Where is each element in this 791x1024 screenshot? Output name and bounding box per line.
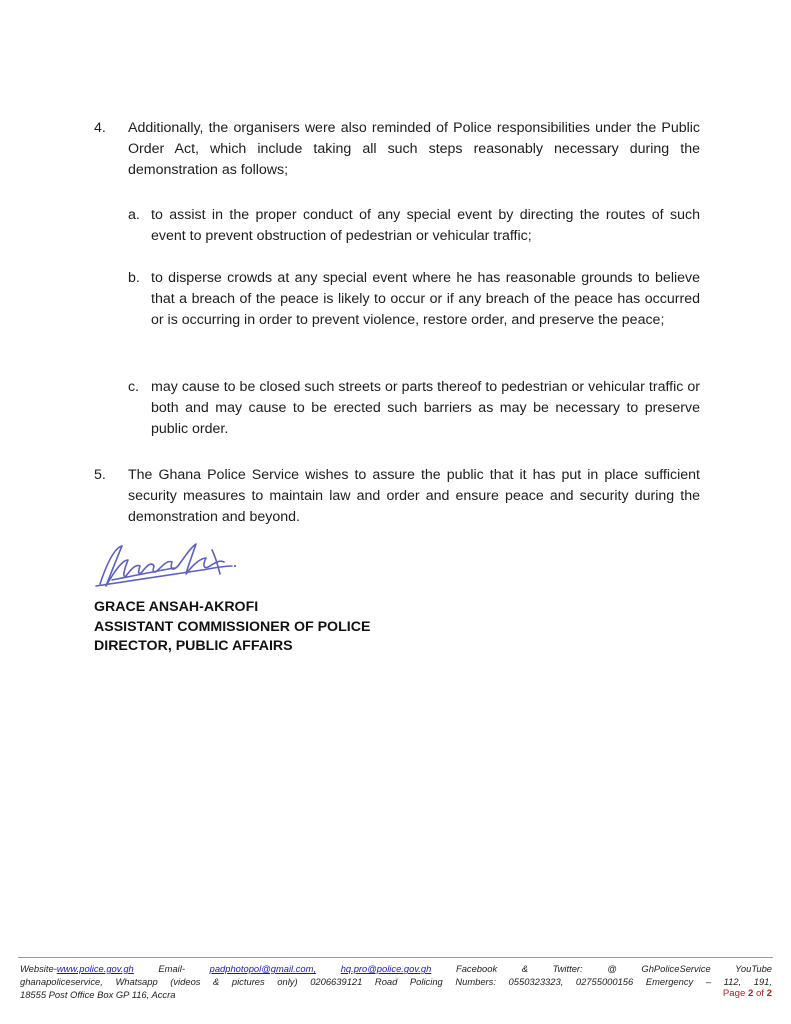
footer-divider [18, 957, 773, 958]
footer-line-1 [20, 962, 772, 975]
website-label: Website- [20, 963, 57, 974]
social-text: Facebook & Twitter: @ GhPoliceService YouTube [455, 963, 773, 974]
signatory-name: GRACE ANSAH-AKROFI [94, 599, 259, 615]
website-link[interactable]: www.police.gov.gh [56, 963, 134, 974]
subitem-text: to disperse crowds at any special event where he has reasonable grounds to believe that a breach of the peace is likely to occur or if any breach of the peace has occurred or is occurring in order to prevent violence, restore order, and preserve the peace; [151, 270, 700, 328]
email-link-hqpro[interactable]: hq.pro@police.gov.gh [340, 963, 432, 974]
subitem-text: may cause to be closed such streets or parts thereof to pedestrian or vehicular traffic or both and may cause to be erected such barriers as may be necessary to preserve public order. [151, 379, 700, 437]
subitem-c [128, 377, 700, 440]
subitem-b [128, 268, 700, 331]
page-of: of [755, 988, 764, 999]
page-total: 2 [766, 988, 772, 999]
subitem-letter: b. [128, 270, 140, 286]
footer-line-2: ghanapoliceservice, Whatsapp (videos & pictures only) 0206639121 Road Policing Numbers: 0550323323, 02755000156 Emergency – 112, 191, [20, 976, 772, 987]
page-current: 2 [747, 988, 754, 999]
paragraph-text: The Ghana Police Service wishes to assure the public that it has put in place sufficient security measures to maintain law and order and ensure peace and security during the demonstration and beyond. [128, 467, 700, 525]
email-label: Email- [158, 963, 185, 974]
page-label: Page [722, 988, 746, 999]
paragraph-number: 5. [94, 467, 106, 483]
paragraph-4 [94, 118, 700, 181]
paragraph-text: Additionally, the organisers were also reminded of Police responsibilities under the Public Order Act, which include taking all such steps reasonably necessary during the demonstration as follows; [128, 120, 700, 178]
page-number [723, 988, 772, 999]
signatory-office: DIRECTOR, PUBLIC AFFAIRS [94, 638, 293, 654]
email-link-padphotopol[interactable]: padphotopol@gmail.com, [209, 963, 317, 974]
signatory-rank: ASSISTANT COMMISSIONER OF POLICE [94, 618, 371, 635]
footer-contact [20, 962, 772, 1001]
subitem-letter: a. [128, 207, 140, 223]
subitem-a [128, 205, 700, 247]
subitem-letter: c. [128, 379, 140, 395]
paragraph-5 [94, 465, 700, 528]
paragraph-number: 4. [94, 120, 106, 136]
signatory-block [94, 598, 370, 657]
subitem-text: to assist in the proper conduct of any special event by directing the routes of such event to prevent obstruction of pedestrian or vehicular traffic; [151, 207, 700, 244]
handwritten-signature [92, 536, 242, 592]
footer-line-3: 18555 Post Office Box GP 116, Accra [20, 989, 176, 1000]
